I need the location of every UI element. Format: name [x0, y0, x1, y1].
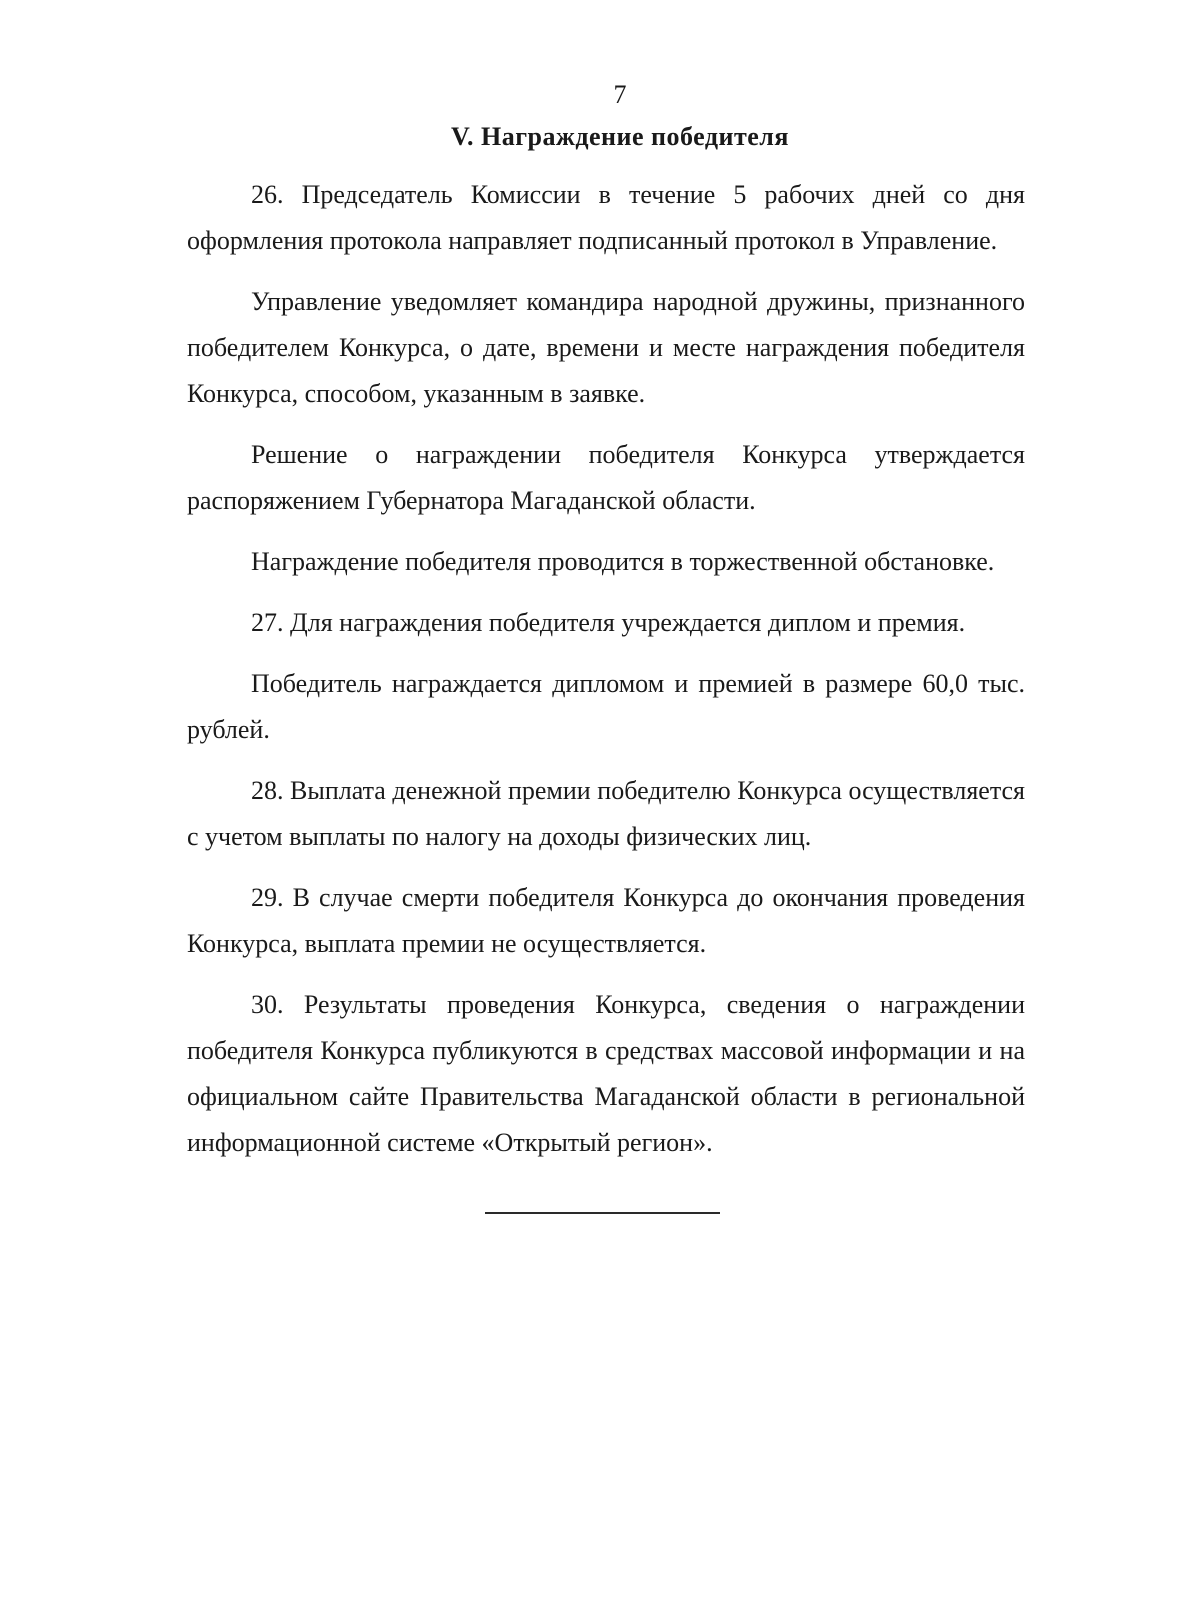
paragraph-decision: Решение о награждении победителя Конкурса утверждается распоряжением Губернатора Магаданской области.	[187, 440, 1025, 515]
document-body	[187, 172, 1025, 1166]
end-of-document-rule	[485, 1212, 720, 1214]
paragraph-26: 26. Председатель Комиссии в течение 5 рабочих дней со дня оформления протокола направляет подписанный протокол в Управление.	[187, 180, 1025, 255]
section-title: V. Награждение победителя	[451, 122, 789, 151]
page-number: 7	[613, 80, 627, 109]
paragraph-notification: Управление уведомляет командира народной дружины, признанного победителем Конкурса, о дате, времени и месте награждения победителя Конкурса, способом, указанным в заявке.	[187, 287, 1025, 408]
paragraph-28: 28. Выплата денежной премии победителю Конкурса осуществляется с учетом выплаты по налогу на доходы физических лиц.	[187, 776, 1025, 851]
paragraph-award-amount: Победитель награждается дипломом и премией в размере 60,0 тыс. рублей.	[187, 669, 1025, 744]
paragraph-30: 30. Результаты проведения Конкурса, сведения о награждении победителя Конкурса публикуются в средствах массовой информации и на официальном сайте Правительства Магаданской области в региональной информационной системе «Открытый регион».	[187, 990, 1025, 1157]
paragraph-ceremony: Награждение победителя проводится в торжественной обстановке.	[251, 547, 995, 576]
paragraph-29: 29. В случае смерти победителя Конкурса до окончания проведения Конкурса, выплата премии не осуществляется.	[187, 883, 1025, 958]
paragraph-27: 27. Для награждения победителя учреждается диплом и премия.	[251, 608, 966, 637]
